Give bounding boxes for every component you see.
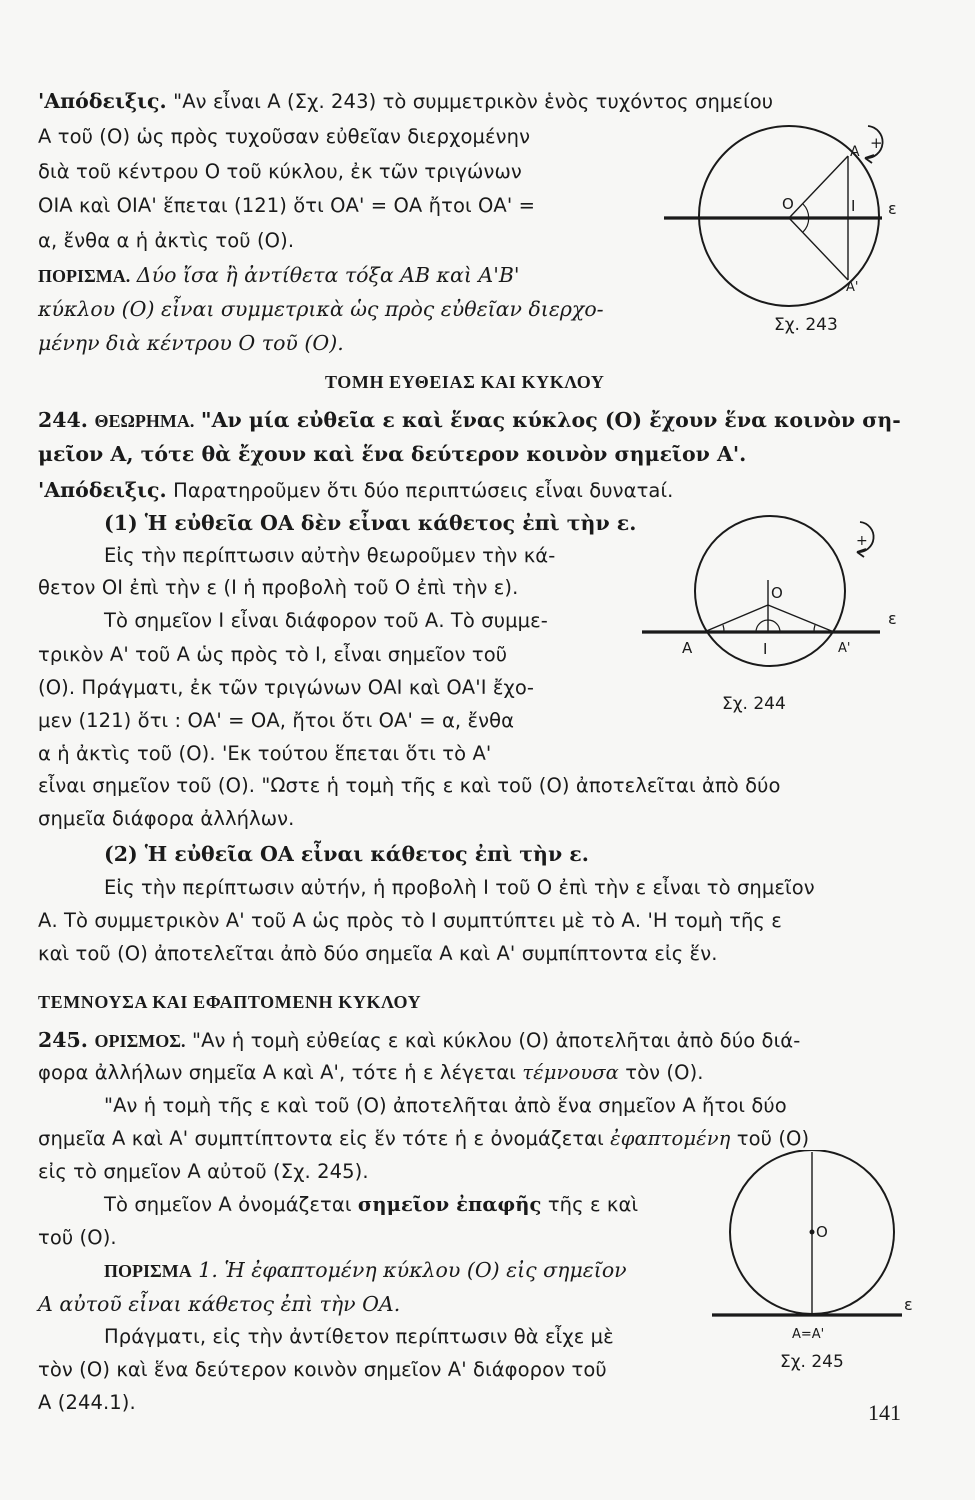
text-line bbox=[38, 1060, 704, 1086]
text-line: Εἰς τὴν περίπτωσιν αὐτὴν θεωροῦμεν τὴν κά- bbox=[104, 544, 556, 567]
text-line: τοῦ (Ο). bbox=[38, 1226, 117, 1249]
corollary-label: ΠΟΡΙΣΜΑ. bbox=[38, 266, 131, 286]
segment-oa-prime bbox=[789, 218, 848, 280]
label-o: O bbox=[782, 195, 794, 213]
text-line: "Αν ἡ τομὴ τῆς ε καὶ τοῦ (Ο) ἀποτελῆται ἀπὸ ἕνα σημεῖον Α ἤτοι δύο bbox=[104, 1094, 787, 1117]
text-line: ΟΙΑ καὶ ΟΙΑ' ἕπεται (121) ὅτι ΟΑ' = ΟΑ ἤτοι ΟΑ' = bbox=[38, 194, 536, 217]
text-line bbox=[38, 407, 906, 434]
proof-label: 'Απόδειξις. bbox=[38, 478, 167, 502]
arrow-head bbox=[857, 549, 866, 557]
term-contact-point: σημεῖον ἐπαφῆς bbox=[357, 1193, 542, 1216]
corollary-label: ΠΟΡΙΣΜΑ bbox=[104, 1261, 192, 1281]
proof-label: 'Απόδειξις. bbox=[38, 89, 167, 113]
circle-o bbox=[695, 516, 845, 666]
center-dot bbox=[810, 1230, 815, 1235]
label-plus: + bbox=[856, 533, 868, 549]
term-efaptomeni: ἐφαπτομένη bbox=[610, 1127, 731, 1150]
text-span: τῆς ε καὶ bbox=[547, 1193, 639, 1216]
label-o: O bbox=[771, 584, 783, 602]
text-line: Εἰς τὴν περίπτωσιν αὐτήν, ἡ προβολὴ Ι τοῦ Ο ἐπὶ τὴν ε εἶναι τὸ σημεῖον bbox=[104, 876, 815, 899]
text-line bbox=[104, 1192, 638, 1218]
text-line: σημεῖα διάφορα ἀλλήλων. bbox=[38, 807, 295, 830]
text-span: "Αν εἶναι Α (Σχ. 243) τὸ συμμετρικὸν ἑνὸς τυχόντος σημείου bbox=[173, 90, 774, 113]
term-tempousa: τέμνουσα bbox=[522, 1061, 619, 1084]
text-line: τρικὸν Α' τοῦ Α ὡς πρὸς τὸ Ι, εἶναι σημεῖον τοῦ bbox=[38, 643, 508, 666]
text-line: Τὸ σημεῖον Ι εἶναι διάφορον τοῦ Α. Τὸ συμμε- bbox=[104, 609, 548, 632]
text-span: φορα ἀλλήλων σημεῖα Α καὶ Α', τότε ἡ ε λέγεται bbox=[38, 1061, 516, 1084]
text-line: καὶ τοῦ (Ο) ἀποτελεῖται ἀπὸ δύο σημεῖα Α καὶ Α' συμπίπτοντα εἰς ἕν. bbox=[38, 942, 718, 965]
text-line: Α (244.1). bbox=[38, 1391, 136, 1414]
label-plus: + bbox=[870, 134, 883, 152]
text-line: τὸν (Ο) καὶ ἕνα δεύτερον κοινὸν σημεῖον Α' διάφορον τοῦ bbox=[38, 1358, 607, 1381]
figure-245 bbox=[710, 1150, 920, 1355]
case-heading: (2) Ἡ εὐθεῖα ΟΑ εἶναι κάθετος ἐπὶ τὴν ε. bbox=[104, 842, 589, 866]
label-a-prime: A' bbox=[838, 641, 851, 656]
definition-number: 245. bbox=[38, 1028, 88, 1052]
text-line: Α. Τὸ συμμετρικὸν Α' τοῦ Α ὡς πρὸς τὸ Ι συμπτύπτει μὲ τὸ Α. 'Η τομὴ τῆς ε bbox=[38, 909, 782, 932]
text-span: Τὸ σημεῖον Α ὀνομάζεται bbox=[104, 1193, 352, 1216]
text-line: Α αὐτοῦ εἶναι κάθετος ἐπὶ τὴν ΟΑ. bbox=[38, 1292, 401, 1316]
label-a: A bbox=[850, 144, 860, 160]
segment-oa-prime bbox=[768, 605, 834, 632]
segment-oa bbox=[704, 605, 768, 632]
text-line bbox=[38, 477, 673, 504]
text-span: "Αν ἡ τομὴ εὐθείας ε καὶ κύκλου (Ο) ἀποτελῆται ἀπὸ δύο διά- bbox=[192, 1029, 801, 1052]
text-span: τὸν (Ο). bbox=[625, 1061, 704, 1084]
label-o: O bbox=[816, 1223, 828, 1241]
text-line: εἰς τὸ σημεῖον Α αὐτοῦ (Σχ. 245). bbox=[38, 1160, 369, 1183]
text-span: Παρατηροῦμεν ὅτι δύο περιπτώσεις εἶναι δυνατaί. bbox=[173, 479, 674, 502]
theorem-number: 244. bbox=[38, 408, 88, 432]
case-heading: (1) Ἡ εὐθεῖα ΟΑ δὲν εἶναι κάθετος ἐπὶ τὴν ε. bbox=[104, 511, 637, 535]
text-line: μένην διὰ κέντρου Ο τοῦ (Ο). bbox=[38, 331, 344, 355]
text-line bbox=[104, 1257, 627, 1284]
label-epsilon: ε bbox=[904, 1295, 913, 1314]
label-a: A bbox=[682, 639, 693, 657]
text-span: Δύο ἴσα ἢ ἀντίθετα τόξα ΑΒ καὶ Α'Β' bbox=[136, 263, 520, 287]
text-line: μεῖον Α, τότε θὰ ἔχουν καὶ ἕνα δεύτερον κοινὸν σημεῖον Α'. bbox=[38, 442, 747, 466]
caption-244: Σχ. 244 bbox=[722, 694, 786, 714]
figure-243 bbox=[660, 108, 920, 320]
caption-245: Σχ. 245 bbox=[780, 1352, 844, 1372]
text-line: διὰ τοῦ κέντρου Ο τοῦ κύκλου, ἐκ τῶν τριγώνων bbox=[38, 160, 522, 183]
label-i: I bbox=[851, 197, 856, 215]
label-epsilon: ε bbox=[888, 199, 897, 218]
section-heading: ΤΕΜΝΟΥΣΑ ΚΑΙ ΕΦΑΠΤΟΜΕΝΗ ΚΥΚΛΟΥ bbox=[38, 992, 422, 1012]
section-heading: ΤΟΜΗ ΕΥΘΕΙΑΣ ΚΑΙ ΚΥΚΛΟΥ bbox=[325, 372, 605, 392]
text-span: 1. Ἡ ἐφαπτομένη κύκλου (Ο) εἰς σημεῖον bbox=[198, 1258, 627, 1282]
text-span: "Αν μία εὐθεῖα ε καὶ ἕνας κύκλος (Ο) ἔχουν ἕνα κοινὸν ση- bbox=[200, 408, 901, 432]
label-i: I bbox=[763, 640, 768, 658]
text-line: α, ἔνθα α ἡ ἀκτὶς τοῦ (Ο). bbox=[38, 229, 295, 252]
text-line: Α τοῦ (Ο) ὡς πρὸς τυχοῦσαν εὐθεῖαν διερχομένην bbox=[38, 125, 531, 148]
text-span: τοῦ (Ο) bbox=[736, 1127, 810, 1150]
text-line: (Ο). Πράγματι, ἐκ τῶν τριγώνων ΟΑΙ καὶ ΟΑ'Ι ἔχο- bbox=[38, 676, 535, 699]
segment-oa bbox=[789, 156, 848, 218]
label-a-equals-a-prime: A=A' bbox=[792, 1327, 825, 1342]
label-a-prime: A' bbox=[846, 280, 859, 295]
caption-243: Σχ. 243 bbox=[774, 315, 838, 335]
text-line bbox=[38, 262, 520, 289]
label-epsilon: ε bbox=[888, 609, 897, 628]
text-line bbox=[38, 1126, 809, 1152]
text-line bbox=[38, 1027, 904, 1054]
figure-244 bbox=[640, 510, 920, 690]
text-line: μεν (121) ὅτι : ΟΑ' = ΟΑ, ἤτοι ὅτι ΟΑ' = α, ἔνθα bbox=[38, 709, 515, 732]
text-line: α ἡ ἀκτὶς τοῦ (Ο). 'Εκ τούτου ἕπεται ὅτι τὸ Α' bbox=[38, 742, 492, 765]
text-line: Πράγματι, εἰς τὴν ἀντίθετον περίπτωσιν θὰ εἶχε μὲ bbox=[104, 1325, 614, 1348]
text-line: κύκλου (Ο) εἶναι συμμετρικὰ ὡς πρὸς εὐθεῖαν διερχο- bbox=[38, 297, 604, 321]
text-span: σημεῖα Α καὶ Α' συμπτίπτοντα εἰς ἕν τότε ἡ ε ὀνομάζεται bbox=[38, 1127, 604, 1150]
theorem-label: ΘΕΩΡΗΜΑ. bbox=[94, 411, 195, 431]
arrow-head bbox=[865, 155, 874, 163]
text-line: θετον ΟΙ ἐπὶ τὴν ε (Ι ἡ προβολὴ τοῦ Ο ἐπὶ τὴν ε). bbox=[38, 576, 519, 599]
definition-label: ΟΡΙΣΜΟΣ. bbox=[94, 1031, 186, 1051]
text-line: εἶναι σημεῖον τοῦ (Ο). "Ωστε ἡ τομὴ τῆς ε καὶ τοῦ (Ο) ἀποτελεῖται ἀπὸ δύο bbox=[38, 774, 781, 797]
page-number: 141 bbox=[868, 1400, 901, 1425]
